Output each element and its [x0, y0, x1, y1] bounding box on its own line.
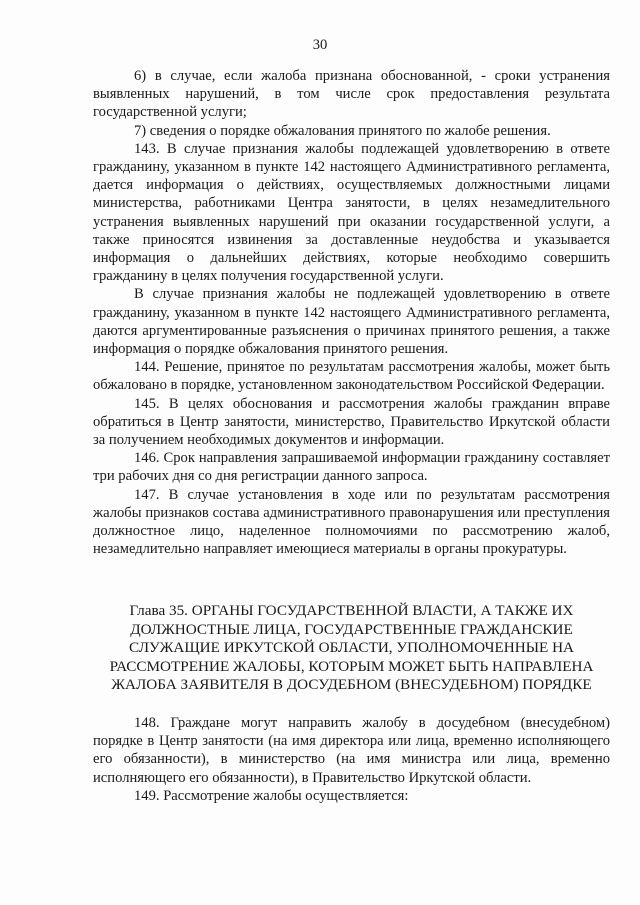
paragraph-144: 144. Решение, принятое по результатам рассмотрения жалобы, может быть обжаловано в порядке, установленном законодательством Российской Федерации. [93, 359, 610, 394]
paragraph-148: 148. Граждане могут направить жалобу в досудебном (внесудебном) порядке в Центр занятости (на имя директора или лица, временно исполняющего его обязанности), в министерство (на имя министра или лица, временно исполняющего его обязанности), в Правительство Иркутской области. [93, 715, 610, 786]
paragraph-143-continued: В случае признания жалобы не подлежащей удовлетворению в ответе гражданину, указанном в пункте 142 настоящего Административного регламента, даются аргументированные разъяснения о причинах принятого решения, а также информация о порядке обжалования принятого решения. [93, 286, 610, 358]
paragraph-item-7: 7) сведения о порядке обжалования принятого по жалобе решения. [134, 122, 551, 139]
page-number: 30 [312, 37, 328, 53]
body-text-section-after-heading [93, 714, 610, 805]
paragraph-147: 147. В случае установления в ходе или по результатам рассмотрения жалобы признаков состава административного правонарушения или преступления должностное лицо, наделенное полномочиями по рассмотрению жалоб, незамедлительно направляет имеющиеся материалы в органы прокуратуры. [93, 486, 610, 558]
paragraph-item-6: 6) в случае, если жалоба признана обоснованной, - сроки устранения выявленных нарушений, в том числе срок предоставления результата государственной услуги; [93, 68, 610, 121]
paragraph-143: 143. В случае признания жалобы подлежащей удовлетворению в ответе гражданину, указанном в пункте 142 настоящего Административного регламента, дается информация о действиях, осуществляемых должностными лицами министерства, работниками Центра занятости, в целях незамедлительного устранения выявленных нарушений при оказании государственной услуги, а также приносятся извинения за доставленные неудобства и указывается информация о дальнейших действиях, которые необходимо совершить гражданину в целях получения государственной услуги. [93, 140, 610, 285]
paragraph-146: 146. Срок направления запрашиваемой информации гражданину составляет три рабочих дня со дня регистрации данного запроса. [93, 450, 610, 485]
chapter-heading: Глава 35. ОРГАНЫ ГОСУДАРСТВЕННОЙ ВЛАСТИ, А ТАКЖЕ ИХ ДОЛЖНОСТНЫЕ ЛИЦА, ГОСУДАРСТВЕННЫЕ ГРАЖДАНСКИЕ СЛУЖАЩИЕ ИРКУТСКОЙ ОБЛАСТИ, УПОЛНОМОЧЕННЫЕ НА РАССМОТРЕНИЕ ЖАЛОБЫ, КОТОРЫМ МОЖЕТ БЫТЬ НАПРАВЛЕНА ЖАЛОБА ЗАЯВИТЕЛЯ В ДОСУДЕБНОМ (ВНЕСУДЕБНОМ) ПОРЯДКЕ [109, 602, 594, 694]
paragraph-145: 145. В целях обоснования и рассмотрения жалобы гражданин вправе обратиться в Центр занятости, министерство, Правительство Иркутской области за получением необходимых документов и информации. [93, 395, 610, 449]
paragraph-149: 149. Рассмотрение жалобы осуществляется: [134, 787, 409, 804]
body-text-section [93, 67, 610, 558]
